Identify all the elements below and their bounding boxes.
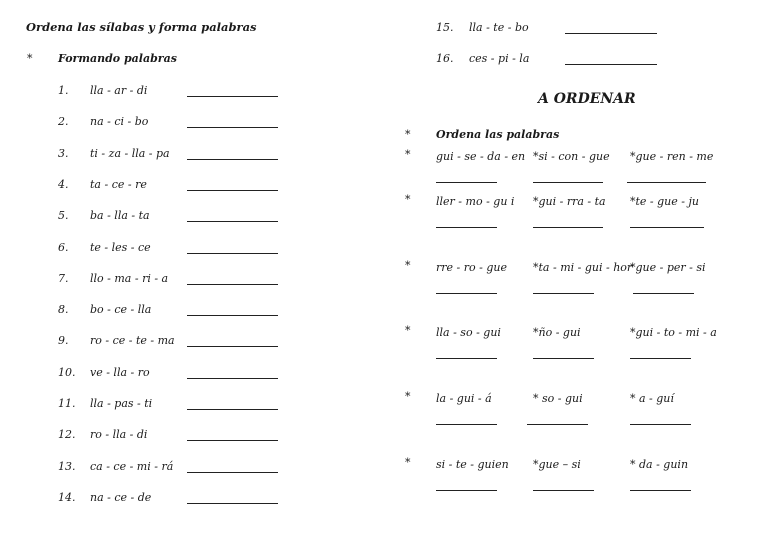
answer-line[interactable] xyxy=(187,346,278,347)
scrambled-word: *si - con - gue xyxy=(533,150,610,163)
item-syllables: ces - pi - la xyxy=(469,52,530,66)
scrambled-word: la - gui - á xyxy=(436,392,492,405)
item-number: 10. xyxy=(58,365,76,379)
answer-line[interactable] xyxy=(630,227,704,228)
answer-line[interactable] xyxy=(187,472,278,473)
row-bullet: * xyxy=(405,259,411,272)
item-syllables: lla - pas - ti xyxy=(90,397,153,410)
answer-line[interactable] xyxy=(187,159,278,160)
answer-line[interactable] xyxy=(527,424,588,425)
item-syllables: lla - ar - di xyxy=(90,84,148,97)
answer-line[interactable] xyxy=(436,227,497,228)
item-syllables: na - ce - de xyxy=(90,490,152,504)
scrambled-word: gui - se - da - en xyxy=(436,150,526,163)
scrambled-word: * da - guin xyxy=(630,458,689,471)
item-syllables: llo - ma - ri - a xyxy=(90,271,169,285)
answer-line[interactable] xyxy=(630,358,691,359)
scrambled-word: *gue - ren - me xyxy=(630,150,714,163)
scrambled-word: * a - guí xyxy=(630,392,674,405)
item-number: 9. xyxy=(58,334,69,348)
item-number: 7. xyxy=(58,271,69,285)
section2-bullet: * xyxy=(405,128,411,141)
answer-line[interactable] xyxy=(187,503,278,504)
answer-line[interactable] xyxy=(533,293,594,294)
row-bullet: * xyxy=(405,390,411,403)
answer-line[interactable] xyxy=(187,378,278,379)
answer-line[interactable] xyxy=(187,190,278,191)
answer-line[interactable] xyxy=(533,358,594,359)
item-number: 5. xyxy=(58,209,69,223)
answer-line[interactable] xyxy=(436,358,497,359)
item-number: 1. xyxy=(58,84,69,97)
answer-line[interactable] xyxy=(565,64,657,65)
section2-title: A ORDENAR xyxy=(538,91,636,107)
answer-line[interactable] xyxy=(187,127,278,128)
answer-line[interactable] xyxy=(436,182,497,183)
row-bullet: * xyxy=(405,456,411,469)
answer-line[interactable] xyxy=(187,315,278,316)
answer-line[interactable] xyxy=(187,96,278,97)
answer-line[interactable] xyxy=(187,221,278,222)
answer-line[interactable] xyxy=(630,490,691,491)
scrambled-word: si - te - guien xyxy=(436,458,509,471)
worksheet-title: Ordena las sílabas y forma palabras xyxy=(26,20,257,34)
section1-heading: Formando palabras xyxy=(58,52,177,65)
answer-line[interactable] xyxy=(187,253,278,254)
scrambled-word: *gue – si xyxy=(533,458,581,471)
answer-line[interactable] xyxy=(187,284,278,285)
answer-line[interactable] xyxy=(630,424,691,425)
item-number: 4. xyxy=(58,177,69,191)
answer-line[interactable] xyxy=(187,409,278,410)
item-syllables: bo - ce - lla xyxy=(90,303,152,317)
answer-line[interactable] xyxy=(533,227,603,228)
answer-line[interactable] xyxy=(633,293,694,294)
answer-line[interactable] xyxy=(187,440,278,441)
answer-line[interactable] xyxy=(533,182,603,183)
item-number: 6. xyxy=(58,240,69,254)
section2-heading: Ordena las palabras xyxy=(436,128,560,141)
scrambled-word: ller - mo - gu i xyxy=(436,195,515,208)
item-syllables: ti - za - lla - pa xyxy=(90,146,170,160)
scrambled-word: *gui - to - mi - a xyxy=(630,326,717,339)
answer-line[interactable] xyxy=(436,424,497,425)
item-number: 3. xyxy=(58,146,69,160)
item-syllables: ba - lla - ta xyxy=(90,209,150,223)
item-number: 2. xyxy=(58,115,69,129)
scrambled-word: lla - so - gui xyxy=(436,326,501,339)
item-syllables: ca - ce - mi - rá xyxy=(90,459,174,473)
answer-line[interactable] xyxy=(436,490,497,491)
item-syllables: ro - lla - di xyxy=(90,428,148,442)
scrambled-word: *ño - gui xyxy=(533,326,581,339)
item-number: 14. xyxy=(58,490,76,504)
row-bullet: * xyxy=(405,193,411,206)
item-syllables: ro - ce - te - ma xyxy=(90,334,175,348)
answer-line[interactable] xyxy=(533,490,594,491)
scrambled-word: *gui - rra - ta xyxy=(533,195,606,208)
scrambled-word: *ta - mi - gui - hor xyxy=(533,261,633,274)
item-syllables: ta - ce - re xyxy=(90,177,147,191)
scrambled-word: * so - gui xyxy=(533,392,583,405)
item-syllables: ve - lla - ro xyxy=(90,365,150,379)
item-number: 8. xyxy=(58,303,69,317)
scrambled-word: *gue - per - si xyxy=(630,261,706,274)
item-number: 13. xyxy=(58,459,76,473)
item-syllables: na - ci - bo xyxy=(90,115,149,129)
item-syllables: te - les - ce xyxy=(90,240,151,254)
answer-line[interactable] xyxy=(627,182,706,183)
scrambled-word: rre - ro - gue xyxy=(436,261,507,274)
row-bullet: * xyxy=(405,324,411,337)
section1-bullet: * xyxy=(27,52,33,65)
row-bullet: * xyxy=(405,148,411,161)
item-number: 11. xyxy=(58,397,76,410)
item-syllables: lla - te - bo xyxy=(469,21,529,34)
item-number: 12. xyxy=(58,428,76,442)
item-number: 15. xyxy=(436,21,454,34)
item-number: 16. xyxy=(436,52,454,66)
answer-line[interactable] xyxy=(436,293,497,294)
scrambled-word: *te - gue - ju xyxy=(630,195,699,208)
answer-line[interactable] xyxy=(565,33,657,34)
